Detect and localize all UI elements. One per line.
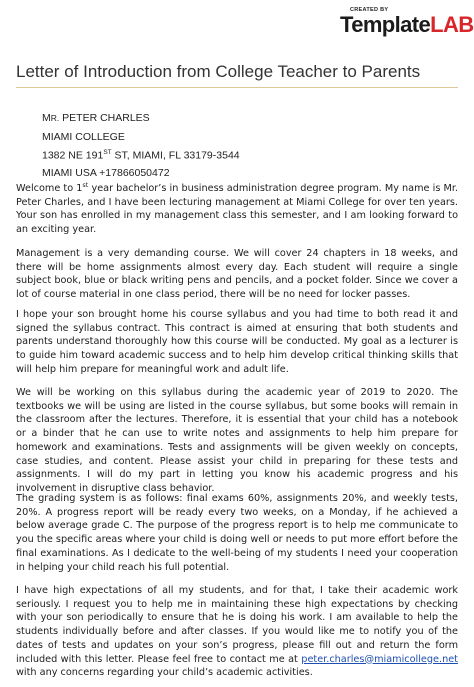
recipient-country-phone: MIAMI USA +17866050472 [42, 167, 170, 179]
paragraph-welcome-rest: year bachelor’s in business administration degree program. My name is Mr. Peter Charles, and I have been lecturing management at Miami College for over ten years. Your son has enrolled in my management class this semester, and I am looking forward to an exciting year. [16, 183, 458, 236]
recipient-street-sup: ST [103, 149, 112, 156]
paragraph-textbooks: We will be working on this syllabus during the academic year of 2019 to 2020. The textbooks we will be using are listed in the course syllabus, but some books will remain in the classroom after the lectures. Therefore, it is essential that your child has a notebook or a binder that he can use to write notes and assignments to help him prepare for homework and examinations. Tests and assignments will be given weekly on concepts, case studies, and content. Please assist your child in preparing for these tests and assignments. I will do my part in letting you know his academic progress and his involvement in disruptive class behavior. [16, 387, 458, 494]
title-divider [16, 87, 458, 88]
paragraph-expectations-text: I have high expectations of all my students, and for that, I take their academic work seriously. I request you to help me in maintaining these high expectations by checking with your son periodically to ensure that he is doing his work. I am available to help the students individually before and after classes. If you would like me to notify you of the dates of tests and updates on your son’s progress, please fill out and return the form included with this letter. Please feel free to contact me at [16, 585, 458, 665]
recipient-college: MIAMI COLLEGE [42, 131, 125, 143]
recipient-name-prefix: M [42, 112, 51, 124]
paragraph-expectations [16, 584, 458, 680]
logo-template-text: Template [340, 12, 431, 37]
paragraph-welcome-sup: st [82, 180, 89, 189]
logo-created-by: CREATED BY [350, 7, 389, 13]
recipient-street-rest: ST, MIAMI, FL 33179-3544 [111, 149, 240, 162]
paragraph-course: Management is a very demanding course. We will cover 24 chapters in 18 weeks, and there will be home assignments almost every day. Each student will require a single subject book, blue or black writing pens and pencils, and a pocket folder. Since we cover a lot of course material in one class period, there will be no need for locker passes. [16, 248, 458, 301]
paragraph-expectations-end: with any concerns regarding your child’s academic activities. [16, 667, 313, 679]
paragraph-welcome [16, 182, 458, 237]
templatelab-logo [340, 6, 474, 40]
recipient-name [42, 112, 150, 124]
logo-lab-text: LAB [430, 12, 474, 37]
logo-wordmark [340, 12, 474, 38]
document-title: Letter of Introduction from College Teacher to Parents [16, 62, 421, 81]
recipient-street [42, 149, 240, 162]
paragraph-syllabus: I hope your son brought home his course syllabus and you had time to both read it and signed the syllabus contract. This contract is aimed at ensuring that both students and parents understand thoroughly how this course will be conducted. My goal as a lecturer is to guide him toward academic success and to help him develop critical thinking skills that will help him prepare for meaningful work and adult life. [16, 309, 458, 375]
recipient-name-prefix-small: R. [50, 113, 60, 123]
recipient-name-text: PETER CHARLES [59, 112, 150, 124]
recipient-street-number: 1382 NE 191 [42, 149, 104, 162]
paragraph-welcome-start: Welcome to 1 [16, 183, 83, 194]
paragraph-grading: The grading system is as follows: final exams 60%, assignments 20%, and weekly tests, 20%. A progress report will be ready every two weeks, on a Monday, if he achieved a below average grade C. The purpose of the progress report is to help me communicate to you the specific areas where your child is doing well or needs to put more effort before the final examinations. As I dedicate to the well-being of my students I need your cooperation in helping your child reach his full potential. [16, 493, 458, 573]
email-link[interactable]: peter.charles@miamicollege.net [301, 653, 458, 665]
